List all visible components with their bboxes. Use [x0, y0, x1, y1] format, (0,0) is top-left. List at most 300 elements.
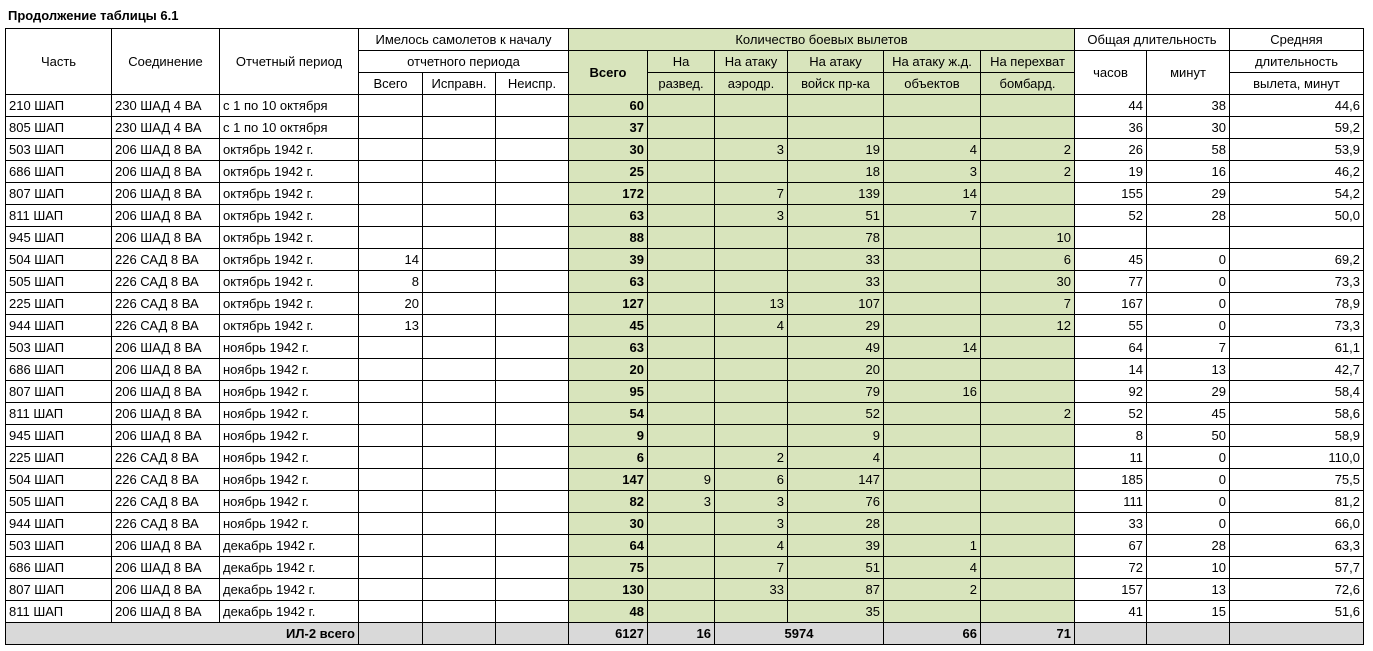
cell-minutes — [1147, 227, 1230, 249]
cell-intercept: 6 — [981, 249, 1075, 271]
cell-unit: 206 ШАД 8 ВА — [112, 579, 220, 601]
cell-hours: 41 — [1075, 601, 1147, 623]
cell-planes-ok — [423, 359, 496, 381]
table-row — [6, 579, 1364, 601]
cell-recon — [648, 227, 715, 249]
total-rail: 66 — [884, 623, 981, 645]
cell-planes-total — [359, 205, 423, 227]
cell-planes-total — [359, 425, 423, 447]
header-intercept-line1: На перехват — [981, 51, 1075, 73]
table-row — [6, 513, 1364, 535]
cell-unit: 206 ШАД 8 ВА — [112, 183, 220, 205]
cell-airfield: 33 — [715, 579, 788, 601]
cell-period: октябрь 1942 г. — [220, 227, 359, 249]
cell-rail: 2 — [884, 579, 981, 601]
cell-part: 505 ШАП — [6, 271, 112, 293]
header-airfield-line2: аэродр. — [715, 73, 788, 95]
table-row — [6, 447, 1364, 469]
cell-sorties-total: 48 — [569, 601, 648, 623]
cell-part: 805 ШАП — [6, 117, 112, 139]
total-troops: 5974 — [715, 623, 884, 645]
cell-avg: 63,3 — [1230, 535, 1364, 557]
cell-sorties-total: 63 — [569, 337, 648, 359]
cell-unit: 206 ШАД 8 ВА — [112, 381, 220, 403]
cell-sorties-total: 37 — [569, 117, 648, 139]
cell-period: октябрь 1942 г. — [220, 271, 359, 293]
cell-sorties-total: 172 — [569, 183, 648, 205]
cell-unit: 206 ШАД 8 ВА — [112, 425, 220, 447]
cell-planes-broken — [496, 337, 569, 359]
cell-hours: 36 — [1075, 117, 1147, 139]
cell-unit: 226 САД 8 ВА — [112, 513, 220, 535]
cell-part: 945 ШАП — [6, 227, 112, 249]
cell-period: ноябрь 1942 г. — [220, 425, 359, 447]
cell-planes-broken — [496, 227, 569, 249]
cell-planes-total: 13 — [359, 315, 423, 337]
total-recon: 16 — [648, 623, 715, 645]
cell-hours: 55 — [1075, 315, 1147, 337]
cell-sorties-total: 25 — [569, 161, 648, 183]
table-row — [6, 557, 1364, 579]
cell-planes-ok — [423, 337, 496, 359]
cell-planes-broken — [496, 513, 569, 535]
cell-rail — [884, 491, 981, 513]
cell-troops: 33 — [788, 271, 884, 293]
cell-period: октябрь 1942 г. — [220, 249, 359, 271]
cell-recon — [648, 293, 715, 315]
cell-troops: 35 — [788, 601, 884, 623]
cell-avg: 58,9 — [1230, 425, 1364, 447]
cell-planes-total — [359, 513, 423, 535]
cell-intercept — [981, 183, 1075, 205]
cell-hours — [1075, 227, 1147, 249]
total-cell — [423, 623, 496, 645]
cell-planes-broken — [496, 359, 569, 381]
cell-airfield — [715, 601, 788, 623]
cell-recon — [648, 535, 715, 557]
cell-avg: 57,7 — [1230, 557, 1364, 579]
cell-hours: 157 — [1075, 579, 1147, 601]
cell-planes-ok — [423, 579, 496, 601]
header-sorties-group: Количество боевых вылетов — [569, 29, 1075, 51]
cell-recon — [648, 425, 715, 447]
cell-minutes: 28 — [1147, 205, 1230, 227]
cell-unit: 226 САД 8 ВА — [112, 249, 220, 271]
table-row — [6, 117, 1364, 139]
cell-rail — [884, 227, 981, 249]
cell-recon — [648, 95, 715, 117]
cell-recon — [648, 249, 715, 271]
cell-planes-ok — [423, 425, 496, 447]
total-intercept: 71 — [981, 623, 1075, 645]
cell-recon — [648, 117, 715, 139]
header-avg-line1: Средняя — [1230, 29, 1364, 51]
cell-part: 945 ШАП — [6, 425, 112, 447]
cell-recon — [648, 381, 715, 403]
cell-planes-broken — [496, 205, 569, 227]
cell-minutes: 0 — [1147, 469, 1230, 491]
cell-planes-ok — [423, 161, 496, 183]
cell-planes-broken — [496, 117, 569, 139]
cell-period: декабрь 1942 г. — [220, 579, 359, 601]
cell-planes-broken — [496, 535, 569, 557]
cell-avg: 42,7 — [1230, 359, 1364, 381]
cell-rail: 1 — [884, 535, 981, 557]
header-part: Часть — [6, 29, 112, 95]
cell-period: октябрь 1942 г. — [220, 161, 359, 183]
cell-rail: 14 — [884, 337, 981, 359]
cell-hours: 33 — [1075, 513, 1147, 535]
cell-part: 504 ШАП — [6, 249, 112, 271]
cell-airfield: 13 — [715, 293, 788, 315]
cell-recon — [648, 337, 715, 359]
table-caption: Продолжение таблицы 6.1 — [8, 8, 179, 23]
cell-planes-total — [359, 117, 423, 139]
cell-troops: 18 — [788, 161, 884, 183]
cell-airfield: 4 — [715, 535, 788, 557]
cell-planes-ok — [423, 513, 496, 535]
cell-minutes: 0 — [1147, 249, 1230, 271]
cell-intercept — [981, 535, 1075, 557]
cell-planes-broken — [496, 183, 569, 205]
cell-sorties-total: 30 — [569, 139, 648, 161]
cell-hours: 72 — [1075, 557, 1147, 579]
cell-unit: 206 ШАД 8 ВА — [112, 227, 220, 249]
cell-planes-ok — [423, 557, 496, 579]
cell-avg — [1230, 227, 1364, 249]
cell-rail — [884, 447, 981, 469]
cell-hours: 155 — [1075, 183, 1147, 205]
cell-sorties-total: 82 — [569, 491, 648, 513]
cell-troops: 33 — [788, 249, 884, 271]
cell-avg: 110,0 — [1230, 447, 1364, 469]
header-troops-line1: На атаку — [788, 51, 884, 73]
cell-minutes: 0 — [1147, 315, 1230, 337]
cell-planes-broken — [496, 403, 569, 425]
cell-period: ноябрь 1942 г. — [220, 469, 359, 491]
cell-avg: 75,5 — [1230, 469, 1364, 491]
cell-recon: 9 — [648, 469, 715, 491]
cell-planes-ok — [423, 95, 496, 117]
header-unit: Соединение — [112, 29, 220, 95]
cell-airfield — [715, 337, 788, 359]
cell-airfield — [715, 381, 788, 403]
cell-airfield: 3 — [715, 491, 788, 513]
cell-hours: 19 — [1075, 161, 1147, 183]
cell-planes-ok — [423, 227, 496, 249]
cell-recon — [648, 403, 715, 425]
cell-period: с 1 по 10 октября — [220, 117, 359, 139]
cell-avg: 58,6 — [1230, 403, 1364, 425]
cell-part: 503 ШАП — [6, 139, 112, 161]
cell-airfield — [715, 95, 788, 117]
cell-minutes: 45 — [1147, 403, 1230, 425]
cell-planes-ok — [423, 183, 496, 205]
cell-intercept — [981, 557, 1075, 579]
cell-sorties-total: 88 — [569, 227, 648, 249]
cell-intercept — [981, 469, 1075, 491]
cell-period: декабрь 1942 г. — [220, 535, 359, 557]
cell-avg: 61,1 — [1230, 337, 1364, 359]
cell-planes-ok — [423, 293, 496, 315]
cell-avg: 73,3 — [1230, 315, 1364, 337]
header-minutes: минут — [1147, 51, 1230, 95]
cell-troops: 49 — [788, 337, 884, 359]
cell-planes-total — [359, 337, 423, 359]
total-cell — [1147, 623, 1230, 645]
cell-planes-broken — [496, 557, 569, 579]
table-row — [6, 381, 1364, 403]
cell-part: 686 ШАП — [6, 557, 112, 579]
cell-planes-broken — [496, 249, 569, 271]
cell-part: 503 ШАП — [6, 535, 112, 557]
table-row — [6, 535, 1364, 557]
header-rail-line2: объектов — [884, 73, 981, 95]
header-period: Отчетный период — [220, 29, 359, 95]
cell-intercept: 7 — [981, 293, 1075, 315]
cell-period: декабрь 1942 г. — [220, 601, 359, 623]
cell-planes-broken — [496, 425, 569, 447]
total-label: ИЛ-2 всего — [6, 623, 359, 645]
cell-period: с 1 по 10 октября — [220, 95, 359, 117]
cell-part: 807 ШАП — [6, 579, 112, 601]
cell-period: декабрь 1942 г. — [220, 557, 359, 579]
cell-troops: 78 — [788, 227, 884, 249]
cell-recon — [648, 601, 715, 623]
cell-intercept: 12 — [981, 315, 1075, 337]
cell-sorties-total: 95 — [569, 381, 648, 403]
cell-period: ноябрь 1942 г. — [220, 491, 359, 513]
cell-minutes: 29 — [1147, 183, 1230, 205]
cell-hours: 67 — [1075, 535, 1147, 557]
cell-avg: 54,2 — [1230, 183, 1364, 205]
cell-airfield: 3 — [715, 205, 788, 227]
cell-recon — [648, 139, 715, 161]
cell-rail — [884, 469, 981, 491]
header-avg-line2: длительность — [1230, 51, 1364, 73]
header-planes-group-line2: отчетного периода — [359, 51, 569, 73]
cell-minutes: 58 — [1147, 139, 1230, 161]
cell-planes-total — [359, 139, 423, 161]
cell-rail: 7 — [884, 205, 981, 227]
cell-sorties-total: 20 — [569, 359, 648, 381]
cell-unit: 226 САД 8 ВА — [112, 293, 220, 315]
cell-airfield — [715, 271, 788, 293]
cell-unit: 230 ШАД 4 ВА — [112, 117, 220, 139]
cell-planes-total — [359, 403, 423, 425]
cell-rail — [884, 359, 981, 381]
cell-planes-ok — [423, 469, 496, 491]
header-planes-ok: Исправн. — [423, 73, 496, 95]
cell-hours: 77 — [1075, 271, 1147, 293]
cell-rail: 3 — [884, 161, 981, 183]
cell-part: 504 ШАП — [6, 469, 112, 491]
cell-planes-total — [359, 601, 423, 623]
cell-recon — [648, 183, 715, 205]
cell-troops: 9 — [788, 425, 884, 447]
cell-planes-broken — [496, 95, 569, 117]
cell-recon — [648, 359, 715, 381]
cell-rail — [884, 513, 981, 535]
cell-intercept — [981, 447, 1075, 469]
cell-intercept: 2 — [981, 403, 1075, 425]
cell-avg: 81,2 — [1230, 491, 1364, 513]
cell-intercept — [981, 491, 1075, 513]
cell-unit: 206 ШАД 8 ВА — [112, 557, 220, 579]
cell-airfield — [715, 425, 788, 447]
cell-period: октябрь 1942 г. — [220, 293, 359, 315]
header-planes-broken: Неиспр. — [496, 73, 569, 95]
cell-rail — [884, 601, 981, 623]
cell-rail: 4 — [884, 557, 981, 579]
cell-airfield: 4 — [715, 315, 788, 337]
cell-part: 505 ШАП — [6, 491, 112, 513]
cell-minutes: 0 — [1147, 293, 1230, 315]
cell-airfield: 7 — [715, 557, 788, 579]
cell-part: 807 ШАП — [6, 183, 112, 205]
header-hours: часов — [1075, 51, 1147, 95]
cell-intercept — [981, 337, 1075, 359]
header-planes-group-line1: Имелось самолетов к началу — [359, 29, 569, 51]
cell-planes-ok — [423, 381, 496, 403]
cell-planes-broken — [496, 293, 569, 315]
sorties-table — [5, 28, 1364, 645]
table-row — [6, 359, 1364, 381]
cell-period: ноябрь 1942 г. — [220, 381, 359, 403]
header-avg-line3: вылета, минут — [1230, 73, 1364, 95]
cell-part: 811 ШАП — [6, 205, 112, 227]
cell-planes-total — [359, 579, 423, 601]
cell-unit: 206 ШАД 8 ВА — [112, 359, 220, 381]
cell-intercept — [981, 381, 1075, 403]
cell-airfield: 2 — [715, 447, 788, 469]
cell-avg: 50,0 — [1230, 205, 1364, 227]
cell-unit: 226 САД 8 ВА — [112, 469, 220, 491]
cell-airfield — [715, 161, 788, 183]
cell-period: ноябрь 1942 г. — [220, 337, 359, 359]
cell-sorties-total: 63 — [569, 205, 648, 227]
cell-part: 225 ШАП — [6, 447, 112, 469]
cell-sorties-total: 54 — [569, 403, 648, 425]
cell-recon — [648, 513, 715, 535]
cell-planes-broken — [496, 271, 569, 293]
cell-recon — [648, 205, 715, 227]
cell-recon — [648, 447, 715, 469]
cell-period: ноябрь 1942 г. — [220, 403, 359, 425]
cell-airfield — [715, 117, 788, 139]
cell-part: 944 ШАП — [6, 315, 112, 337]
header-intercept-line2: бомбард. — [981, 73, 1075, 95]
cell-recon — [648, 161, 715, 183]
cell-troops: 20 — [788, 359, 884, 381]
table-header — [6, 29, 1364, 95]
cell-hours: 52 — [1075, 205, 1147, 227]
cell-avg: 72,6 — [1230, 579, 1364, 601]
cell-unit: 226 САД 8 ВА — [112, 315, 220, 337]
cell-unit: 206 ШАД 8 ВА — [112, 535, 220, 557]
cell-troops: 107 — [788, 293, 884, 315]
cell-period: октябрь 1942 г. — [220, 183, 359, 205]
cell-unit: 206 ШАД 8 ВА — [112, 161, 220, 183]
cell-airfield: 6 — [715, 469, 788, 491]
cell-intercept: 30 — [981, 271, 1075, 293]
cell-airfield: 3 — [715, 139, 788, 161]
cell-unit: 230 ШАД 4 ВА — [112, 95, 220, 117]
table-row — [6, 337, 1364, 359]
cell-planes-ok — [423, 601, 496, 623]
header-troops-line2: войск пр-ка — [788, 73, 884, 95]
cell-part: 944 ШАП — [6, 513, 112, 535]
cell-airfield — [715, 403, 788, 425]
cell-part: 811 ШАП — [6, 601, 112, 623]
cell-unit: 226 САД 8 ВА — [112, 447, 220, 469]
table-row — [6, 403, 1364, 425]
cell-intercept — [981, 513, 1075, 535]
cell-hours: 11 — [1075, 447, 1147, 469]
total-sorties: 6127 — [569, 623, 648, 645]
cell-airfield: 3 — [715, 513, 788, 535]
cell-troops: 28 — [788, 513, 884, 535]
cell-minutes: 0 — [1147, 513, 1230, 535]
cell-planes-broken — [496, 315, 569, 337]
cell-planes-ok — [423, 315, 496, 337]
cell-planes-total — [359, 161, 423, 183]
table-row — [6, 161, 1364, 183]
cell-avg: 66,0 — [1230, 513, 1364, 535]
cell-planes-broken — [496, 601, 569, 623]
total-cell — [1075, 623, 1147, 645]
cell-recon: 3 — [648, 491, 715, 513]
cell-troops: 76 — [788, 491, 884, 513]
total-cell — [1230, 623, 1364, 645]
cell-unit: 226 САД 8 ВА — [112, 491, 220, 513]
cell-planes-total — [359, 183, 423, 205]
cell-hours: 26 — [1075, 139, 1147, 161]
cell-troops: 51 — [788, 557, 884, 579]
cell-troops: 79 — [788, 381, 884, 403]
cell-minutes: 13 — [1147, 579, 1230, 601]
cell-planes-total — [359, 95, 423, 117]
cell-troops: 87 — [788, 579, 884, 601]
cell-intercept: 2 — [981, 139, 1075, 161]
cell-intercept — [981, 359, 1075, 381]
cell-hours: 64 — [1075, 337, 1147, 359]
cell-hours: 45 — [1075, 249, 1147, 271]
cell-troops: 147 — [788, 469, 884, 491]
cell-planes-broken — [496, 579, 569, 601]
cell-planes-ok — [423, 535, 496, 557]
cell-part: 686 ШАП — [6, 359, 112, 381]
table-row — [6, 183, 1364, 205]
cell-sorties-total: 9 — [569, 425, 648, 447]
cell-avg: 51,6 — [1230, 601, 1364, 623]
cell-minutes: 0 — [1147, 447, 1230, 469]
cell-hours: 52 — [1075, 403, 1147, 425]
cell-troops: 51 — [788, 205, 884, 227]
cell-avg: 78,9 — [1230, 293, 1364, 315]
cell-minutes: 30 — [1147, 117, 1230, 139]
table-row — [6, 425, 1364, 447]
cell-unit: 206 ШАД 8 ВА — [112, 601, 220, 623]
cell-unit: 226 САД 8 ВА — [112, 271, 220, 293]
cell-hours: 185 — [1075, 469, 1147, 491]
cell-minutes: 28 — [1147, 535, 1230, 557]
cell-sorties-total: 45 — [569, 315, 648, 337]
cell-planes-ok — [423, 447, 496, 469]
cell-minutes: 50 — [1147, 425, 1230, 447]
cell-planes-total — [359, 447, 423, 469]
total-cell — [359, 623, 423, 645]
